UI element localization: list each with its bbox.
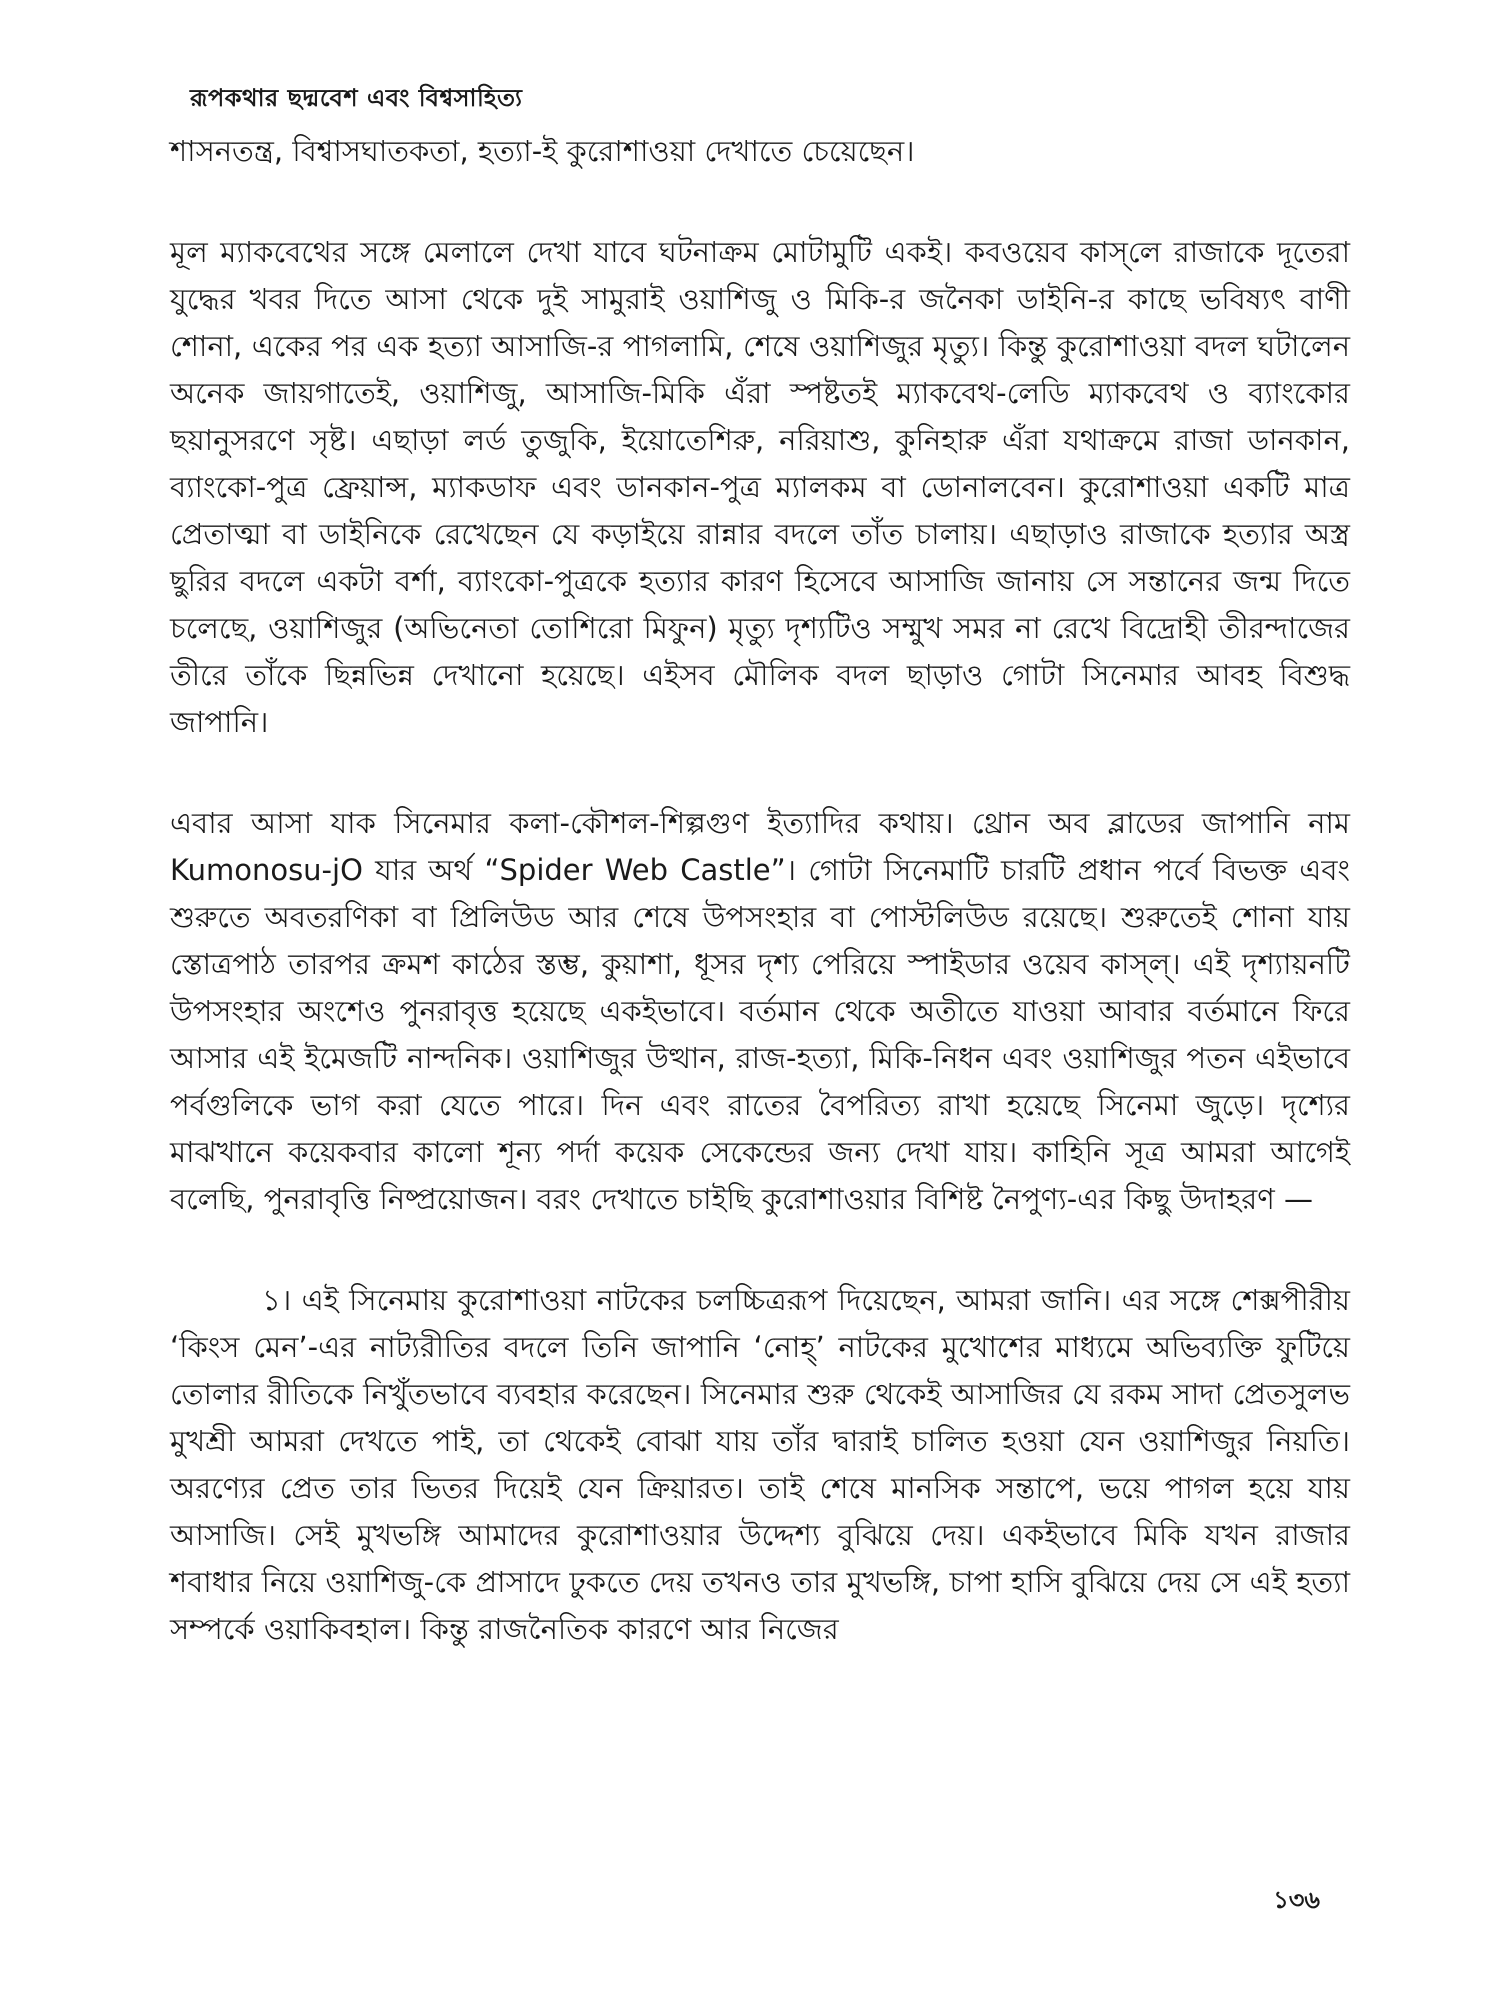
paragraph-4: ১। এই সিনেমায় কুরোশাওয়া নাটকের চলচ্চিত্ররূপ দিয়েছেন, আমরা জানি। এর সঙ্গে শেক্সপীরীয় ‘কিংস মেন’-এর নাট্যরীতির বদলে তিনি জাপানি ‘নোহ্‌’ নাটকের মুখোশের মাধ্যমে অভিব্যক্তি ফুটিয়ে তোলার রীতিকে নিখুঁতভাবে ব্যবহার করেছেন। সিনেমার শুরু থেকেই আসাজির যে রকম সাদা প্রেতসুলভ মুখশ্রী আমরা দেখতে পাই, তা থেকেই বোঝা যায় তাঁর দ্বারাই চালিত হওয়া যেন ওয়াশিজুর নিয়তি। অরণ্যের প্রেত তার ভিতর দিয়েই যেন ক্রিয়ারত। তাই শেষে মানসিক সন্তাপে, ভয়ে পাগল হয়ে যায় আসাজি। সেই মুখভঙ্গি আমাদের কুরোশাওয়ার উদ্দেশ্য বুঝিয়ে দেয়। একইভাবে মিকি যখন রাজার শবাধার নিয়ে ওয়াশিজু-কে প্রাসাদে ঢুকতে দেয় তখনও তার মুখভঙ্গি, চাপা হাসি বুঝিয়ে দেয় সে এই হত্যা সম্পর্কে ওয়াকিবহাল। কিন্তু রাজনৈতিক কারণে আর নিজের <box>170 1283 1350 1646</box>
paragraph-3: এবার আসা যাক সিনেমার কলা-কৌশল-শিল্পগুণ ইত্যাদির কথায়। থ্রোন অব ব্লাডের জাপানি নাম Kumonosu-jO যার অর্থ “Spider Web Castle”। গোটা সিনেমাটি চারটি প্রধান পর্বে বিভক্ত এবং শুরুতে অবতরণিকা বা প্রিলিউড আর শেষে উপসংহার বা পোস্টলিউড রয়েছে। শুরুতেই শোনা যায় স্তোত্রপাঠ তারপর ক্রমশ কাঠের স্তম্ভ, কুয়াশা, ধূসর দৃশ্য পেরিয়ে স্পাইডার ওয়েব কাস্‌ল্‌। এই দৃশ্যায়নটি উপসংহার অংশেও পুনরাবৃত্ত হয়েছে একইভাবে। বর্তমান থেকে অতীতে যাওয়া আবার বর্তমানে ফিরে আসার এই ইমেজটি নান্দনিক। ওয়াশিজুর উত্থান, রাজ-হত্যা, মিকি-নিধন এবং ওয়াশিজুর পতন এইভাবে পর্বগুলিকে ভাগ করা যেতে পারে। দিন এবং রাতের বৈপরিত্য রাখা হয়েছে সিনেমা জুড়ে। দৃশ্যের মাঝখানে কয়েকবার কালো শূন্য পর্দা কয়েক সেকেন্ডের জন্য দেখা যায়। কাহিনি সূত্র আমরা আগেই বলেছি, পুনরাবৃত্তি নিষ্প্রয়োজন। বরং দেখাতে চাইছি কুরোশাওয়ার বিশিষ্ট নৈপুণ্য-এর কিছু উদাহরণ — <box>170 806 1350 1216</box>
paragraph-1: শাসনতন্ত্র, বিশ্বাসঘাতকতা, হত্যা-ই কুরোশাওয়া দেখাতে চেয়েছেন। <box>170 134 915 168</box>
running-head: রূপকথার ছদ্মবেশ এবং বিশ্বসাহিত্য <box>190 84 523 112</box>
page-number: ১৩৬ <box>1273 1886 1320 1914</box>
paragraph-2: মূল ম্যাকবেথের সঙ্গে মেলালে দেখা যাবে ঘটনাক্রম মোটামুটি একই। কবওয়েব কাস্‌লে রাজাকে দূতেরা যুদ্ধের খবর দিতে আসা থেকে দুই সামুরাই ওয়াশিজু ও মিকি-র জনৈকা ডাইনি-র কাছে ভবিষ্যৎ বাণী শোনা, একের পর এক হত্যা আসাজি-র পাগলামি, শেষে ওয়াশিজুর মৃত্যু। কিন্তু কুরোশাওয়া বদল ঘটালেন অনেক জায়গাতেই, ওয়াশিজু, আসাজি-মিকি এঁরা স্পষ্টতই ম্যাকবেথ-লেডি ম্যাকবেথ ও ব্যাংকোর ছয়ানুসরণে সৃষ্ট। এছাড়া লর্ড তুজুকি, ইয়োতেশিরু, নরিয়াশু, কুনিহারু এঁরা যথাক্রমে রাজা ডানকান, ব্যাংকো-পুত্র ফ্রেয়ান্স, ম্যাকডাফ এবং ডানকান-পুত্র ম্যালকম বা ডোনালবেন। কুরোশাওয়া একটি মাত্র প্রেতাত্মা বা ডাইনিকে রেখেছেন যে কড়াইয়ে রান্নার বদলে তাঁত চালায়। এছাড়াও রাজাকে হত্যার অস্ত্র ছুরির বদলে একটা বর্শা, ব্যাংকো-পুত্রকে হত্যার কারণ হিসেবে আসাজি জানায় সে সন্তানের জন্ম দিতে চলেছে, ওয়াশিজুর (অভিনেতা তোশিরো মিফুন) মৃত্যু দৃশ্যটিও সম্মুখ সমর না রেখে বিদ্রোহী তীরন্দাজের তীরে তাঁকে ছিন্নভিন্ন দেখানো হয়েছে। এইসব মৌলিক বদল ছাড়াও গোটা সিনেমার আবহ বিশুদ্ধ জাপানি। <box>170 235 1350 739</box>
